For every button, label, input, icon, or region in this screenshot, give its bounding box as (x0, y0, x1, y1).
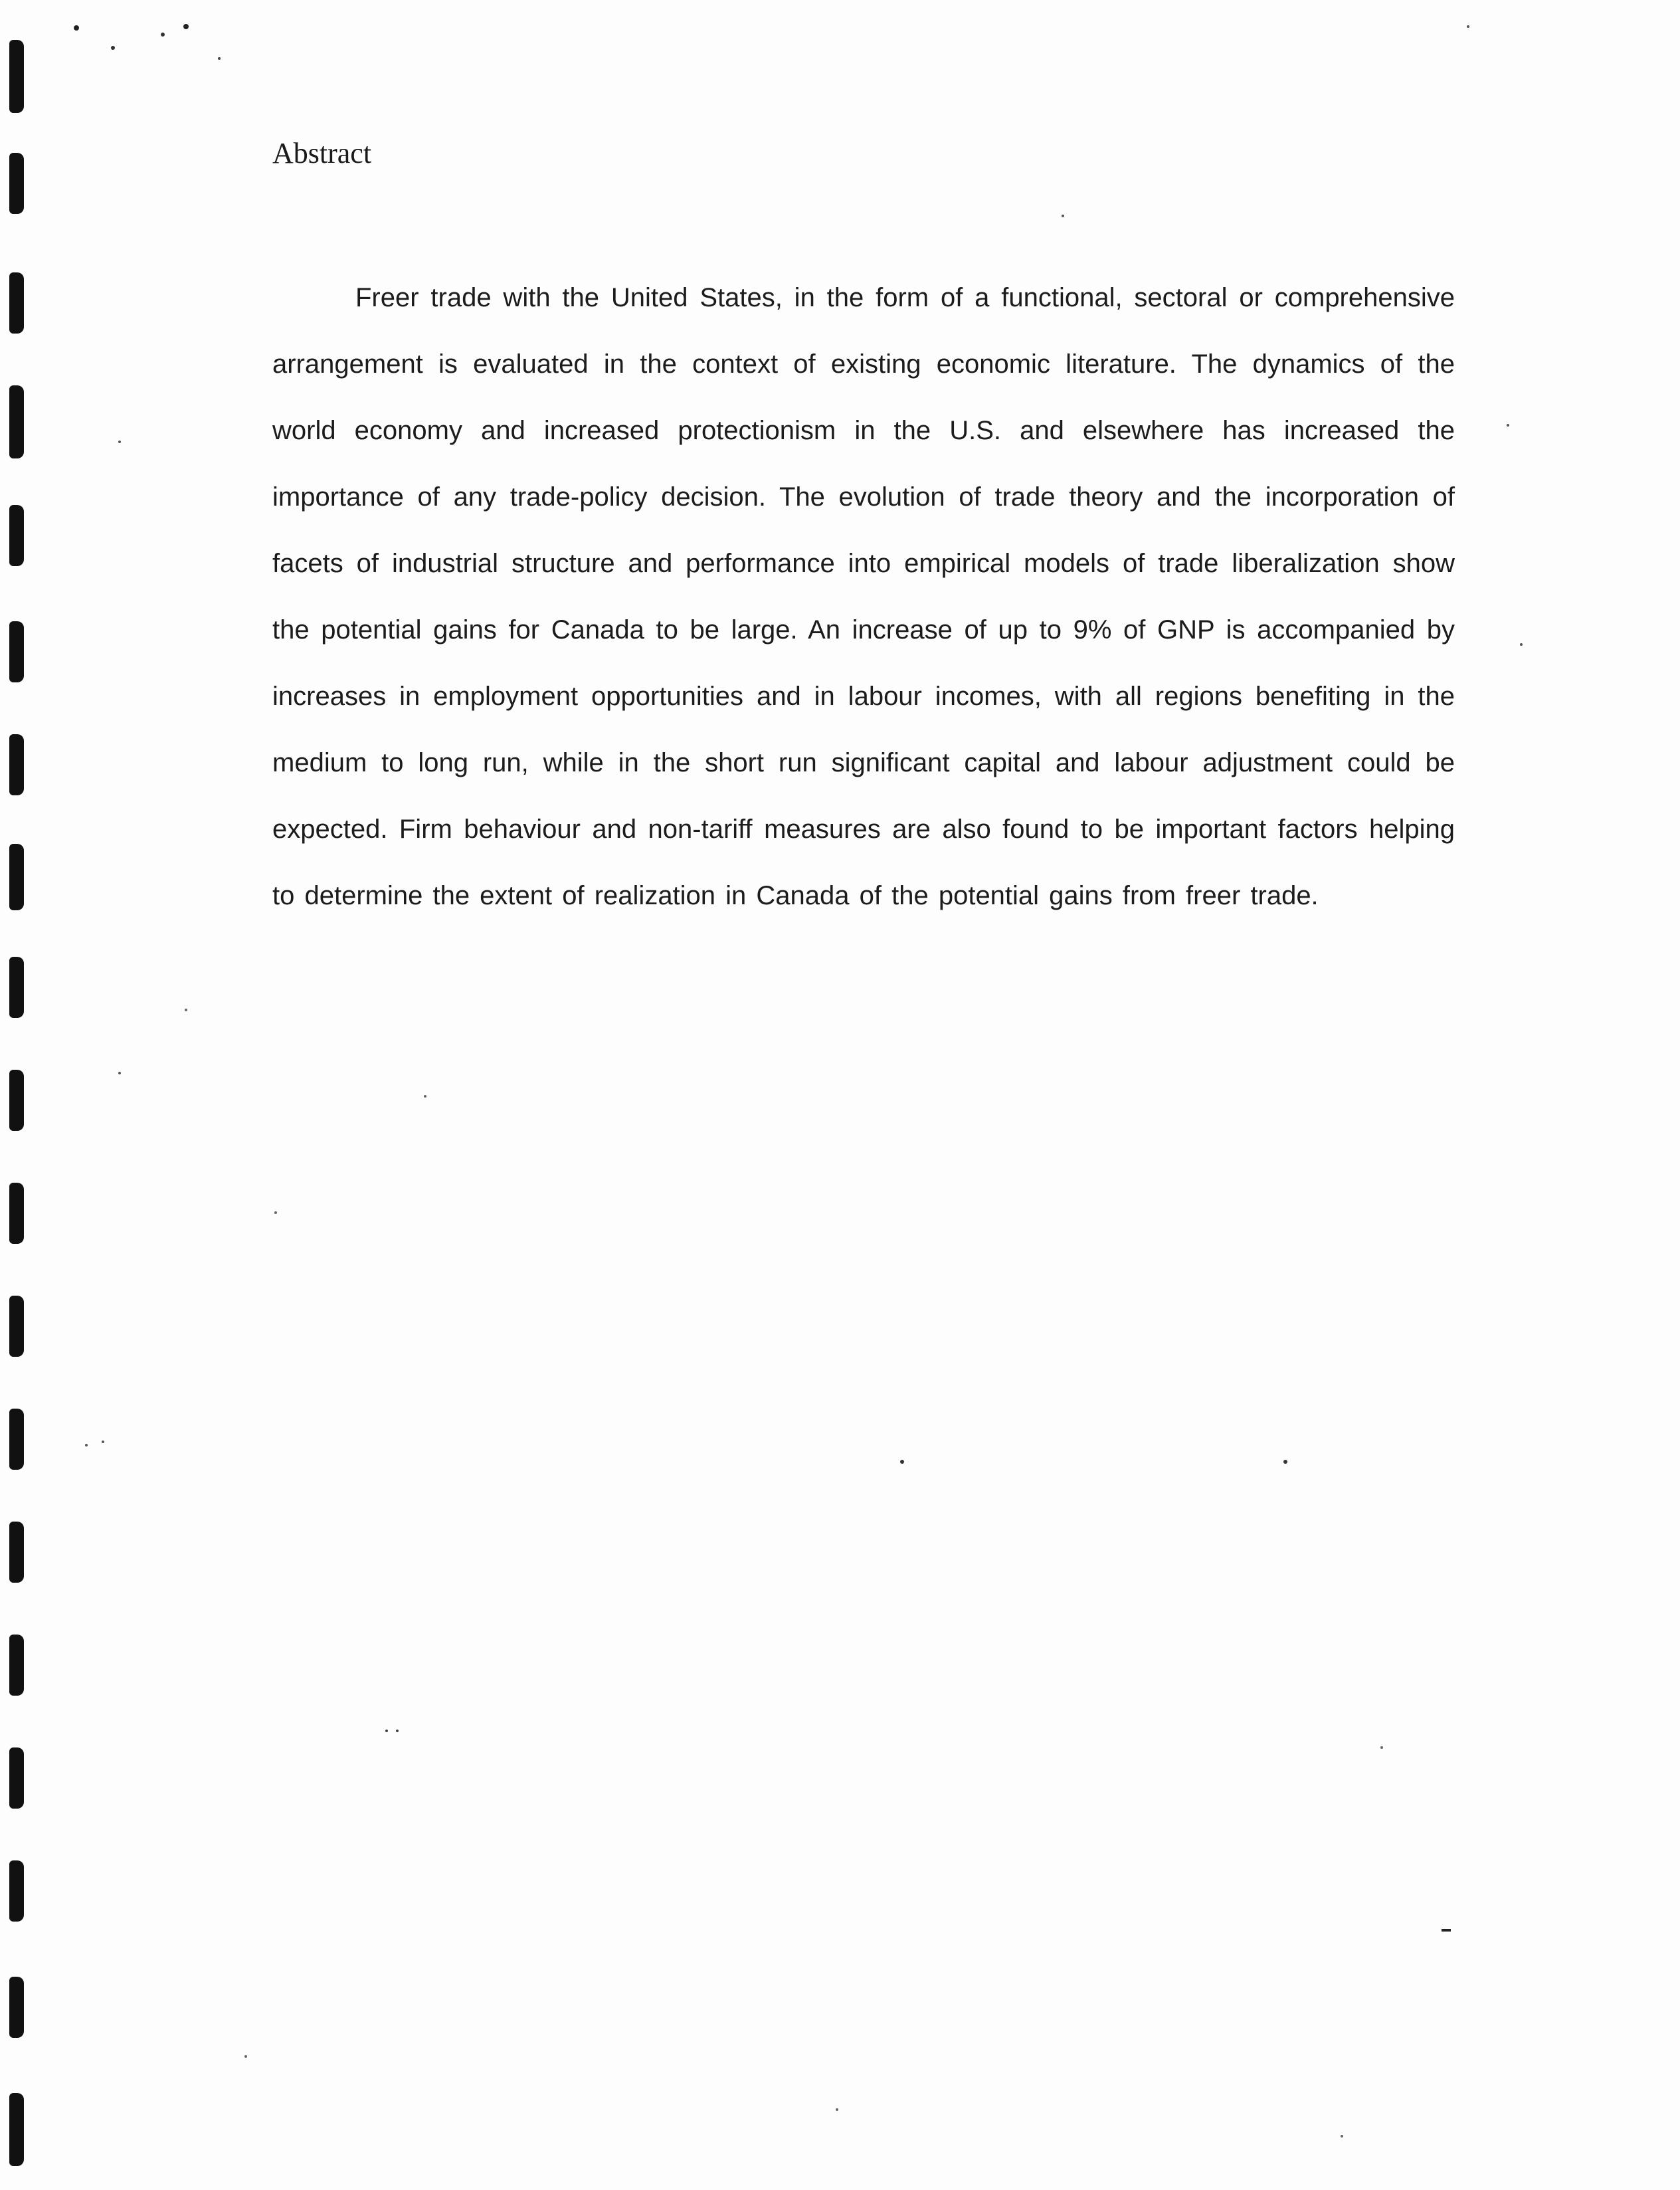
page-title: Abstract (272, 137, 372, 169)
binding-hole (9, 1860, 24, 1922)
binding-hole (9, 272, 24, 334)
binding-hole (9, 1409, 24, 1470)
abstract-paragraph: Freer trade with the United States, in the form of a functional, sectoral or comprehensive arrangement is evaluated in the context of existing economic literature. The dynamics of the world economy and increased protectionism in the U.S. and elsewhere has increased the importance of any trade-policy decision. The evolution of trade theory and the incorporation of facets of industrial structure and performance into empirical models of trade liberalization show the potential gains for Canada to be large. An increase of up to 9% of GNP is accompanied by increases in employment opportunities and in labour incomes, with all regions benefiting in the medium to long run, while in the short run significant capital and labour adjustment could be expected. Firm behaviour and non-tariff measures are also found to be important factors helping to determine the extent of realization in Canada of the potential gains from freer trade. (272, 283, 1455, 910)
binding-hole (9, 385, 24, 458)
binding-hole (9, 2093, 24, 2166)
binding-hole (9, 1977, 24, 2038)
binding-hole (9, 734, 24, 795)
binding-hole (9, 1183, 24, 1244)
binding-hole (9, 1747, 24, 1809)
binding-holes (0, 0, 60, 2190)
binding-hole (9, 621, 24, 682)
binding-hole (9, 1522, 24, 1583)
binding-hole (9, 1296, 24, 1357)
binding-hole (9, 1635, 24, 1696)
binding-hole (9, 844, 24, 910)
binding-hole (9, 505, 24, 566)
binding-hole (9, 957, 24, 1018)
binding-hole (9, 153, 24, 214)
binding-hole (9, 1070, 24, 1131)
binding-hole (9, 40, 24, 113)
